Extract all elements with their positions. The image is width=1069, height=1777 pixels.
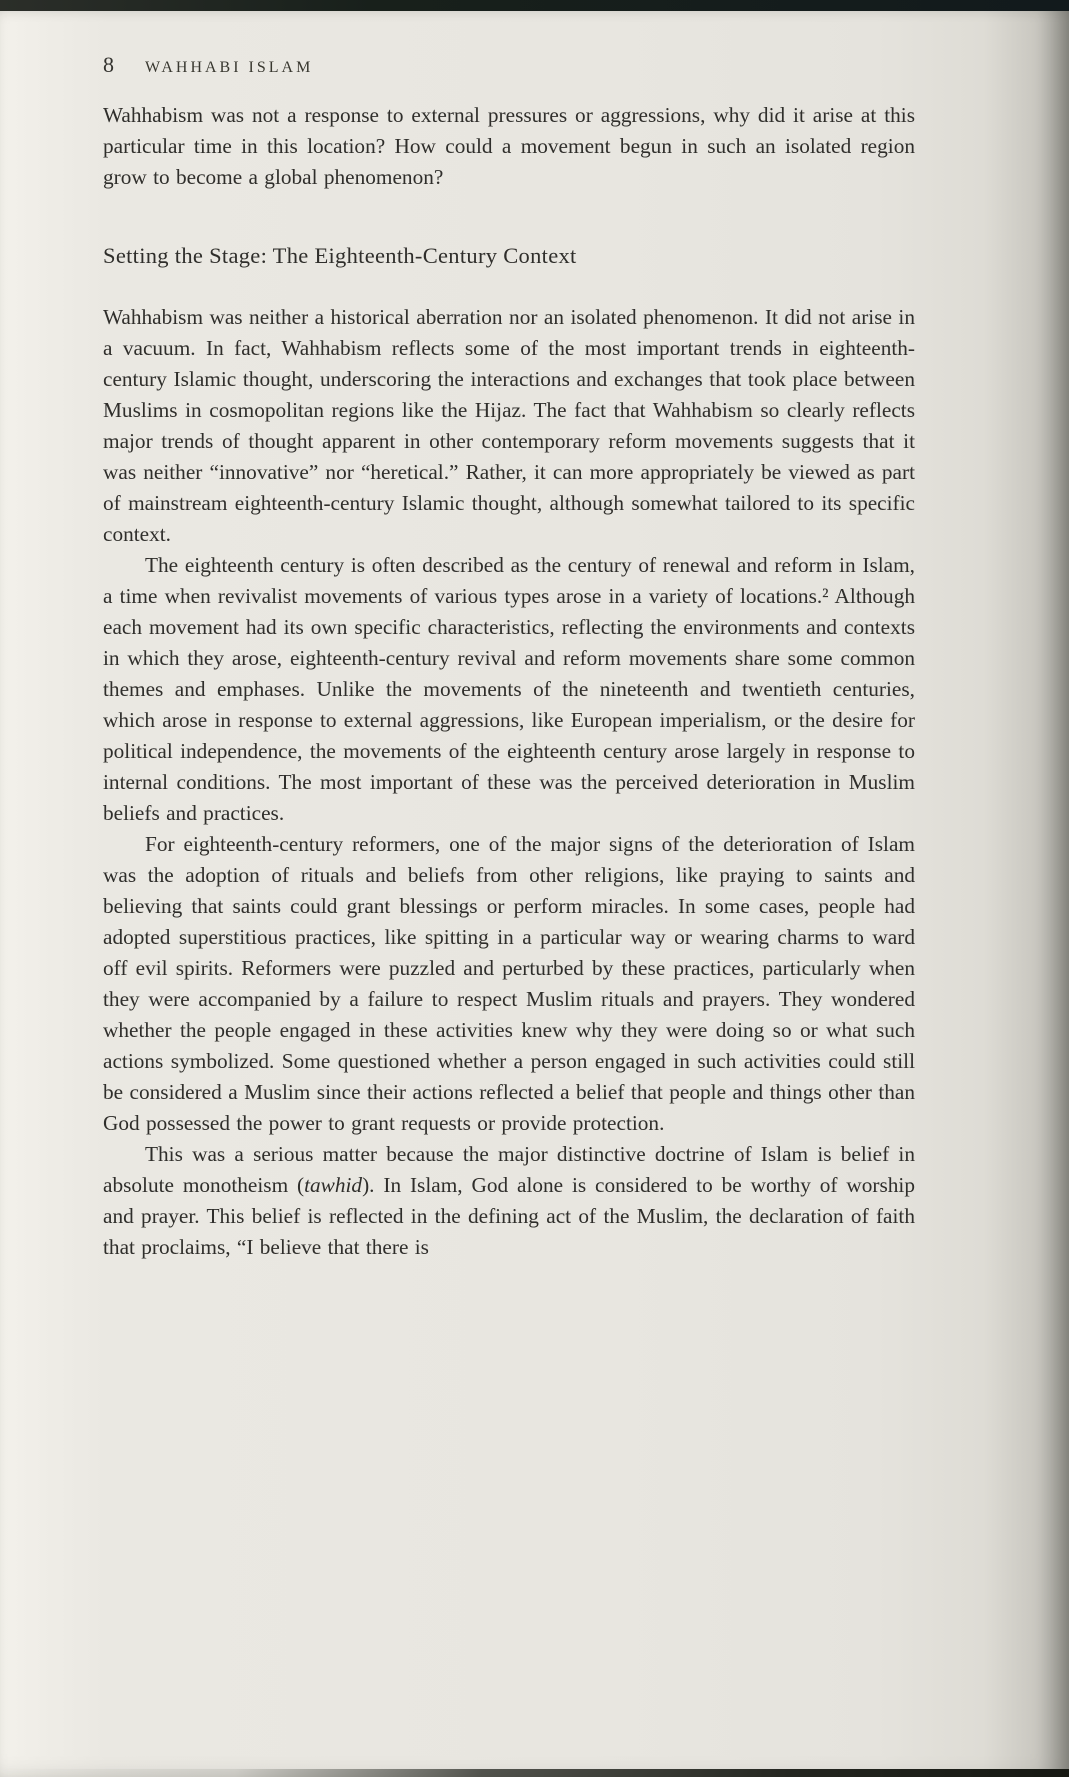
running-head-title: WAHHABI ISLAM [145, 59, 314, 76]
body-paragraph-final [103, 1139, 915, 1263]
final-paragraph-text-after: ). In Islam, God alone is considered to be worthy of worship and prayer. This belief is reflected in the defining act of the Muslim, the declaration of faith that proclaims, “I believe that there is [103, 1173, 915, 1259]
body-paragraph: The eighteenth century is often described as the century of renewal and reform in Islam, a time when revivalist movements of various types arose in a variety of locations.² Although each movement had its own specific characteristics, reflecting the environments and contexts in which they arose, eighteenth-century revival and reform movements share some common themes and emphases. Unlike the movements of the nineteenth and twentieth centuries, which arose in response to external aggressions, like European imperialism, or the desire for political independence, the movements of the eighteenth century arose largely in response to internal conditions. The most important of these was the perceived deterioration in Muslim beliefs and practices. [103, 553, 915, 825]
body-paragraph: For eighteenth-century reformers, one of the major signs of the deterioration of Islam was the adoption of rituals and beliefs from other religions, like praying to saints and believing that saints could grant blessings or perform miracles. In some cases, people had adopted superstitious practices, like spitting in a particular way or wearing charms to ward off evil spirits. Reformers were puzzled and perturbed by these practices, particularly when they were accompanied by a failure to respect Muslim rituals and prayers. They wondered whether the people engaged in these activities knew why they were doing so or what such actions symbolized. Some questioned whether a person engaged in such activities could still be considered a Muslim since their actions reflected a belief that people and things other than God possessed the power to grant requests or provide protection. [103, 832, 915, 1135]
final-paragraph-text-before: This was a serious matter because the major distinctive doctrine of Islam is belief in absolute monotheism ( [103, 1142, 915, 1197]
body-paragraph: Wahhabism was neither a historical aberration nor an isolated phenomenon. It did not arise in a vacuum. In fact, Wahhabism reflects some of the most important trends in eighteenth-century Islamic thought, underscoring the interactions and exchanges that took place between Muslims in cosmopolitan regions like the Hijaz. The fact that Wahhabism so clearly reflects major trends of thought apparent in other contemporary reform movements suggests that it was neither “innovative” nor “heretical.” Rather, it can more appropriately be viewed as part of mainstream eighteenth-century Islamic thought, although somewhat tailored to its specific context. [103, 305, 915, 546]
scan-bottom-edge [0, 1769, 1069, 1777]
italic-term-tawhid: tawhid [304, 1173, 363, 1197]
running-header [103, 52, 915, 78]
page-number: 8 [103, 52, 114, 77]
intro-paragraph: Wahhabism was not a response to external pressures or aggressions, why did it arise at this particular time in this location? How could a movement begun in such an isolated region grow to become a global phenomenon? [103, 103, 915, 189]
section-heading: Setting the Stage: The Eighteenth-Century Context [103, 243, 577, 268]
